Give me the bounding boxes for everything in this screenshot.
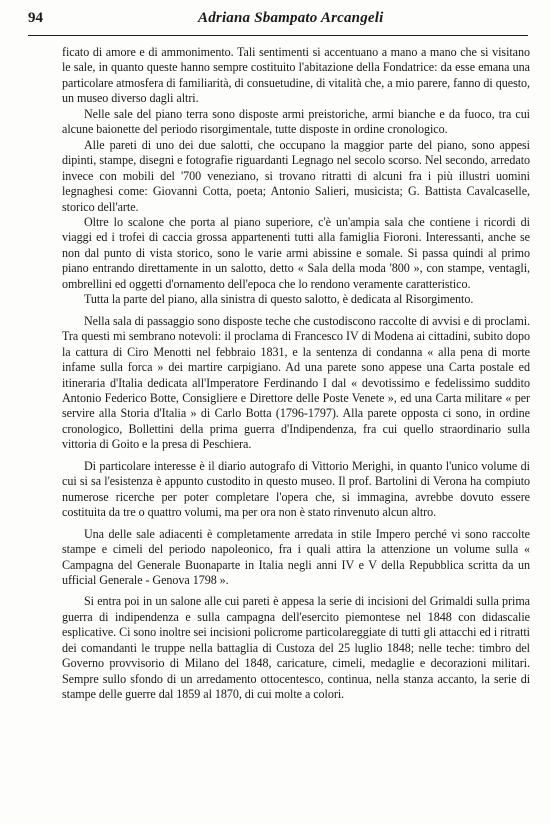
header-rule: [28, 35, 528, 36]
paragraph-salotti: Alle pareti di uno dei due salotti, che occupano la maggior parte del piano, sono appesi dipinti, stampe, disegni e fotografie riguardanti Legnago nel secolo scorso. Nel secondo, arredato invece con mobili del '700 veneziano, si trovano ritratti di alcuni fra i più illustri uomini legnaghesi come: Giovanni Cotta, poeta; Antonio Salieri, musicista; G. Battista Cavalcaselle, storico dell'arte.: [62, 137, 530, 214]
paragraph-sala-passaggio: Nella sala di passaggio sono disposte teche che custodiscono raccolte di avvisi e di proclami. Tra questi mi sembrano notevoli: il proclama di Francesco IV di Modena ai cittadini, subito dopo la cattura di Ciro Menotti nel febbraio 1831, e la sentenza di condanna « alla pena di morte infame sulla forca » dei martire carpigiano. Ad una parete sono appese una Carta postale ed itineraria d'Italia dedicata all'Imperatore Ferdinando I dal « devotissimo e fedelissimo suddito Antonio Federico Botte, Consigliere e Direttore delle Poste Venete », ed una Carta militare « per servire alla Storia d'Italia » di Carlo Botta (1796-1797). Alla parete opposta ci sono, in ordine cronologico, Bollettini della prima guerra d'Indipendenza, fra cui quello straordinario sulla vittoria di Goito e la presa di Peschiera.: [62, 313, 530, 452]
paragraph-risorgimento: Tutta la parte del piano, alla sinistra di questo salotto, è dedicata al Risorgimento.: [84, 292, 474, 307]
page-number: 94: [28, 10, 43, 26]
running-title: Adriana Sbampato Arcangeli: [198, 10, 384, 26]
paragraph-scalone: Oltre lo scalone che porta al piano superiore, c'è un'ampia sala che contiene i ricordi di viaggi ed i trofei di caccia grossa appartenenti tutti alla famiglia Fioroni. Interessanti, anche se non dal punto di vista storico, sono le varie armi abissine e somale. Si passa quindi al primo piano entrando direttamente in un salotto, detto « Sala della moda '800 », con stampe, ventagli, ombrellini ed oggetti d'ornamento dell'epoca che lo rendono veramente caratteristico.: [62, 214, 530, 291]
paragraph-diario: Di particolare interesse è il diario autografo di Vittorio Merighi, in quanto l'unico volume di cui si sa l'esistenza è appunto custodito in questo museo. Il prof. Bartolini di Verona ha compiuto numerose ricerche per poter completare l'opera che, si immagina, avrebbe dovuto essere costituita da tre o quattro volumi, ma per ora non è stato rinvenuto alcun altro.: [62, 458, 530, 520]
paragraph-ground-floor: Nelle sale del piano terra sono disposte armi preistoriche, armi bianche e da fuoco, tra cui alcune baionette del periodo risorgimentale, tutte disposte in ordine cronologico.: [62, 106, 530, 137]
running-head: [28, 10, 528, 32]
paragraph-continuation: ficato di amore e di ammonimento. Tali sentimenti si accentuano a mano a mano che si visitano le sale, in quanto queste hanno sempre costituito l'abitazione della Fondatrice: da esse emana una particolare atmosfera di familiarità, di consuetudine, di vitalità che, a mio parere, fanno di questo, un museo diverso dagli altri.: [62, 45, 530, 106]
body-text: [62, 45, 530, 703]
paragraph-salone: Si entra poi in un salone alle cui pareti è appesa la serie di incisioni del Grimaldi sulla prima guerra di indipendenza e sulla campagna dell'esercito piemontese nel 1848 con didascalie esplicative. Ci sono inoltre sei incisioni policrome particolareggiate di tutti gli attacchi ed i ritratti dei comandanti le truppe nella battaglia di Custoza del 25 luglio 1848; nelle teche: timbro del Governo provvisorio di Milano del 1848, caricature, cimeli, medaglie e decorazioni militari. Sempre sullo sfondo di un arredamento ottocentesco, continua, nella stanza accanto, la serie di stampe delle guerre dal 1859 al 1870, di cui molte a colori.: [62, 594, 530, 702]
paragraph-stile-impero: Una delle sale adiacenti è completamente arredata in stile Impero perché vi sono raccolte stampe e cimeli del periodo napoleonico, fra i quali attira la attenzione un volume sulla « Campagna del Generale Buonaparte in Italia negli anni IV e V della Repubblica scritta da un ufficial Generale - Genova 1798 ».: [62, 526, 530, 587]
